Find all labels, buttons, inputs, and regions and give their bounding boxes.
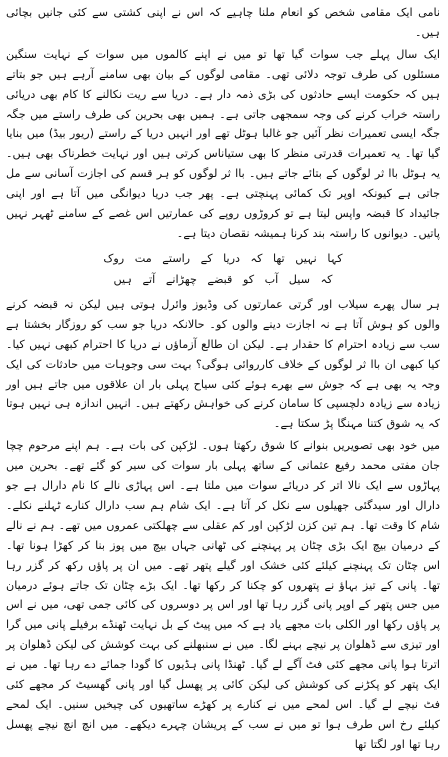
paragraph-1: نامی ایک مقامی شخص کو انعام ملنا چاہیے کہ اس نے اپنی کشتی سے کئی جانیں بچائی ہیں۔ — [6, 6, 440, 39]
paragraph-3: ہر سال پھرے سیلاب اور گرتی عمارتوں کی وڈیوز وائرل ہوتی ہیں لیکن نہ قبضہ کرنے والوں کو ہوش آتا ہے نہ اجازت دینے والوں کو۔ حالانکہ دریا جو سب کو روزگار بخشتا ہے سب سے زیادہ احترام کا حقدار ہے۔ لیکن ان طالع آزماؤں نے دریا کا احترام کبھی نہیں کیا۔ کیا کبھی ان باا ثر لوگوں کے خلاف کارروائی ہوگی؟ بہت سی وجوہات میں حادثات کی ایک وجہ یہ بھی ہے کہ جوش سے بھرے ہوئے کئی سیاح پہلی بار ان علاقوں میں جاتے ہیں اور زیادہ سے زیادہ دلچسپی کا سامان کرنے کی خواہش رکھتے ہیں۔ انہیں اندازہ ہی نہیں ہوتا کہ یہ شوق کتنا مہنگا پڑ سکتا ہے۔ — [6, 297, 440, 431]
paragraph-2: ایک سال پہلے جب سوات گیا تھا تو میں نے اپنے کالموں میں سوات کے نہایت سنگین مسئلوں کی طرف توجہ دلائی تھی۔ مقامی لوگوں کے بیان بھی سامنے آرہے ہیں جو بتاتے ہیں کہ حکومت ایسے حادثوں کی بڑی ذمہ دار ہے۔ دریا سے ریت نکالنے کا کام بھی دریائی راستہ خراب کرنے کی وجہ سمجھی جاتی ہے۔ ہمیں بھی بحرین کی طرف راستے میں جگہ جگہ ایسی تعمیرات نظر آئیں جو غالبا ہوٹل تھے اور انہیں دریا کے راستے (ریور بیڈ) میں بنایا گیا تھا۔ یہ تعمیرات قدرتی منظر کا بھی ستیاناس کرتی ہیں اور نہایت خطرناک بھی ہیں۔ یہ ہوٹل باا ثر لوگوں کے بتائے جاتے ہیں۔ باا ثر لوگوں کو ہر قسم کی اجازت آسانی سے مل جاتی ہے کیونکہ اوپر تک کمائی پہنچتی ہے۔ پھر جب دریا دیوانگی میں آتا ہے اور اپنی جائیداد کا قبضہ واپس لیتا ہے تو کروڑوں روپے کی عمارتیں اس غصے کے سامنے ٹھہر نہیں پاتیں۔ دیوانوں کا راستہ بند کرنا ہمیشہ نقصان دیتا ہے۔ — [6, 47, 440, 240]
verse-line-2: کہ سیل آب کو قبضے چھڑانے آتے ہیں — [113, 272, 333, 286]
verse-line-1: کہا نہیں تھا کہ دریا کے راستے مت روک — [103, 251, 343, 265]
paragraph-4: میں خود بھی تصویریں بنوانے کا شوق رکھتا ہوں۔ لڑکپن کی بات ہے۔ ہم اپنے مرحوم چچا جان مفتی محمد رفیع عثمانی کے ساتھ پہلی بار سوات کی سیر کو گئے تھے۔ بحرین میں پہاڑوں سے ایک نالا اتر کر دریائے سوات میں ملتا ہے۔ اس پہاڑی نالے کا نام دارال ہے جو دارال اور سیدگئی جھیلوں سے نکل کر آتا ہے۔ ایک شام ہم سب دارال کنارے ٹہلنے نکلے۔ شام کا وقت تھا۔ ہم تین کزن لڑکپن اور کم عقلی سے چھلکتی عمروں میں تھے۔ ہم نے نالے کے درمیان بیچ ایک بڑی چٹان پر پہنچنے کی ٹھانی جہاں بیچ میں پوز بنا کر کھڑا ہونا تھا۔ اس چٹان تک پہنچنے کیلئے کئی خشک اور گیلے پتھر تھے۔ میں ان پر پاؤں رکھ کر گزر رہا تھا۔ پانی کے تیز بہاؤ نے پتھروں کو چکنا کر رکھا تھا۔ ایک بڑے چٹان تک جاتے ہوئے درمیان میں جس پتھر کے اوپر پانی گزر رہا تھا اور اس پر دوسروں کی کائی جمی تھی، میں نے اس پر پاؤں رکھا اور الکلی بات مجھے یاد ہے کہ میں پیٹ کے بل نہایت ٹھنڈے برفیلے پانی میں گرا اور تیزی سے ڈھلوان پر نیچے بہنے لگا۔ میں نے سنبھلنے کی بہت کوشش کی لیکن ڈھلوان پر اترتا ہوا پانی مجھے کئی فٹ آگے لے گیا۔ ٹھنڈا پانی ہڈیوں کا گودا جمائے دے رہا تھا۔ میں نے ایک پتھر کو پکڑنے کی کوشش کی لیکن کائی پر پھسل گیا اور پانی گھسیٹ کر مجھے کئی فٹ نیچے لے گیا۔ اس لمحے میں نے کنارے پر کھڑے ساتھیوں کی چیخیں سنیں۔ ایک لمحے کیلئے رخ اس طرف ہوا تو میں نے سب کے پریشان چہرے دیکھے۔ میں انچ انچ نیچے پھسل رہا تھا اور لگتا تھا — [6, 439, 440, 751]
verse-couplet — [6, 248, 440, 290]
